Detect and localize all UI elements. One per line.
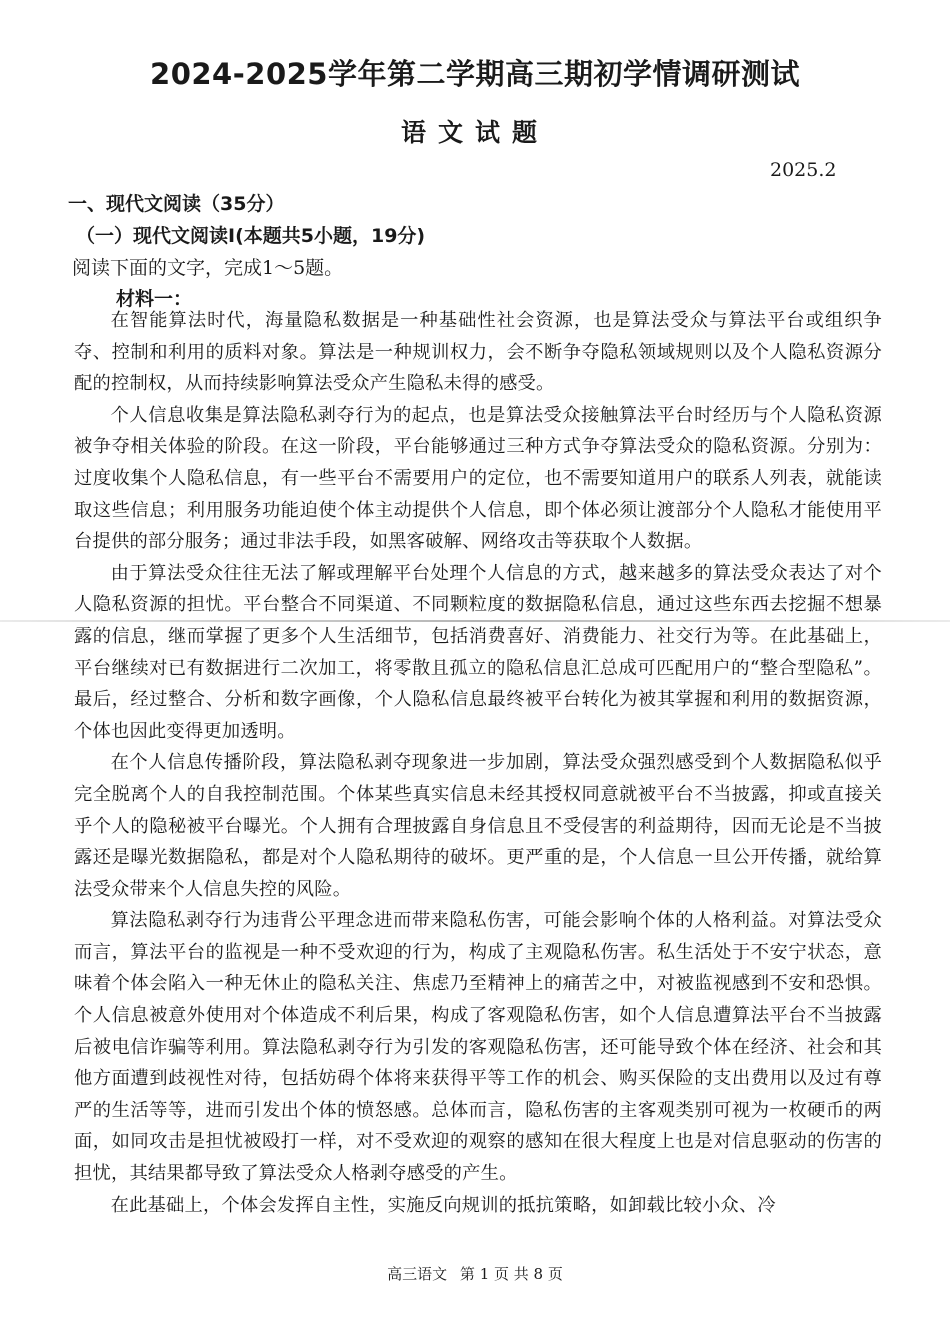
paragraph: 由于算法受众往往无法了解或理解平台处理个人信息的方式，越来越多的算法受众表达了对个人隐私资源的担忧。平台整合不同渠道、不同颗粒度的数据隐私信息，通过这些东西去挖掘不想暴露的信息，继而掌握了更多个人生活细节，包括消费喜好、消费能力、社交行为等。在此基础上，平台继续对已有数据进行二次加工，将零散且孤立的隐私信息汇总成可匹配用户的“整合型隐私”。最后，经过整合、分析和数字画像，个人隐私信息最终被平台转化为被其掌握和利用的数据资源，个体也因此变得更加透明。: [74, 562, 882, 742]
paragraph: 在此基础上，个体会发挥自主性，实施反向规训的抵抗策略，如卸载比较小众、冷: [110, 1194, 776, 1216]
exam-date: 2025.2: [770, 159, 837, 181]
reading-passage: [74, 305, 882, 1221]
paragraph: 算法隐私剥夺行为违背公平理念进而带来隐私伤害，可能会影响个体的人格利益。对算法受众而言，算法平台的监视是一种不受欢迎的行为，构成了主观隐私伤害。私生活处于不安宁状态，意味着个体会陷入一种无休止的隐私关注、焦虑乃至精神上的痛苦之中，对被监视感到不安和恐惧。个人信息被意外使用对个体造成不利后果，构成了客观隐私伤害，如个人信息遭算法平台不当披露后被电信诈骗等利用。算法隐私剥夺行为引发的客观隐私伤害，还可能导致个体在经济、社会和其他方面遭到歧视性对待，包括妨碍个体将来获得平等工作的机会、购买保险的支出费用以及过有尊严的生活等等，进而引发出个体的愤怒感。总体而言，隐私伤害的主客观类别可视为一枚硬币的两面，如同攻击是担忧被殴打一样，对不受欢迎的观察的感知在很大程度上也是对信息驱动的伤害的担忧，其结果都导致了算法受众人格剥夺感受的产生。: [74, 910, 882, 1185]
footer-subject: 高三语文: [387, 1265, 448, 1283]
paragraph: 在智能算法时代，海量隐私数据是一种基础性社会资源，也是算法受众与算法平台或组织争夺、控制和利用的质料对象。算法是一种规训权力，会不断争夺隐私领域规则以及个人隐私资源分配的控制权，从而持续影响算法受众产生隐私未得的感受。: [74, 310, 882, 395]
paragraph: 在个人信息传播阶段，算法隐私剥夺现象进一步加剧，算法受众强烈感受到个人数据隐私似乎完全脱离个人的自我控制范围。个体某些真实信息未经其授权同意就被平台不当披露，抑或直接关乎个人的隐秘被平台曝光。个人拥有合理披露自身信息且不受侵害的利益期待，因而无论是不当披露还是曝光数据隐私，都是对个人隐私期待的破坏。更严重的是，个人信息一旦公开传播，就给算法受众带来个人信息失控的风险。: [74, 752, 882, 900]
footer-page-number: 第 1 页 共 8 页: [459, 1265, 563, 1283]
page-footer: [0, 1263, 950, 1284]
scan-artifact-line: [0, 620, 950, 622]
subsection-heading: （一）现代文阅读Ⅰ(本题共5小题，19分): [76, 225, 426, 247]
section-heading: 一、现代文阅读（35分）: [68, 193, 285, 215]
material-label: 材料一：: [116, 288, 193, 310]
exam-subtitle: 语文试题: [400, 118, 549, 147]
reading-instruction: 阅读下面的文字，完成1～5题。: [72, 257, 344, 279]
exam-title: 2024-2025学年第二学期高三期初学情调研测试: [150, 57, 800, 91]
paragraph: 个人信息收集是算法隐私剥夺行为的起点，也是算法受众接触算法平台时经历与个人隐私资源被争夺相关体验的阶段。在这一阶段，平台能够通过三种方式争夺算法受众的隐私资源。分别为：过度收集个人隐私信息，有一些平台不需要用户的定位，也不需要知道用户的联系人列表，就能读取这些信息；利用服务功能迫使个体主动提供个人信息，即个体必须让渡部分个人隐私才能使用平台提供的部分服务；通过非法手段，如黑客破解、网络攻击等获取个人数据。: [74, 404, 882, 553]
